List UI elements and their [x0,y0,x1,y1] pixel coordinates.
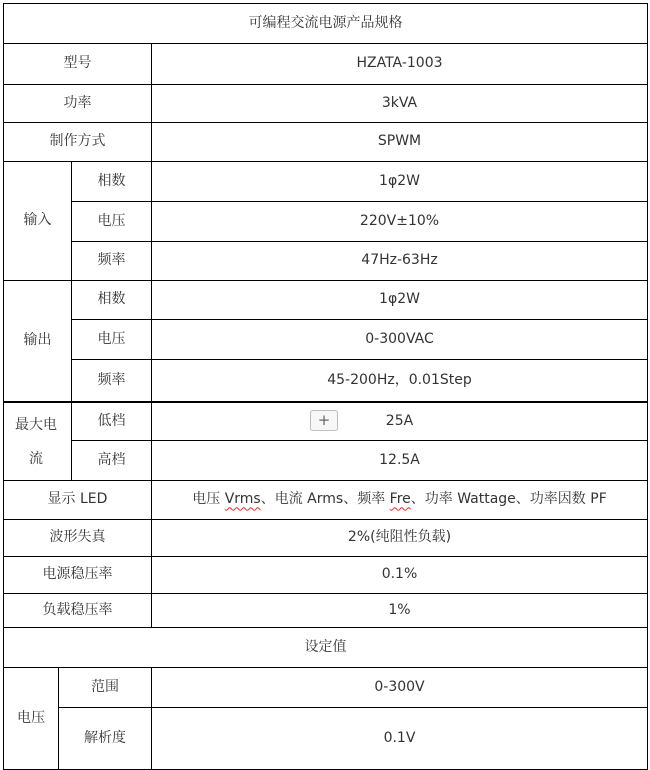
high-range-value: 12.5A [379,451,420,468]
table-border-right [647,3,648,770]
display-value [152,481,647,519]
line-regulation-value: 0.1% [381,566,418,583]
range-label: 范围 [91,678,119,695]
add-row-button[interactable]: + [310,410,338,431]
method-label: 制作方式 [49,133,106,150]
display-label: 显示 LED [47,491,108,508]
power-label: 功率 [63,94,92,111]
model-value: HZATA-1003 [356,55,443,72]
input-frequency-label: 频率 [97,252,126,269]
input-frequency-value: 47Hz-63Hz [361,252,438,269]
model-label: 型号 [63,55,92,72]
output-phase-label: 相数 [97,291,126,308]
resolution-label: 解析度 [84,729,126,746]
output-voltage-value: 0-300VAC [365,330,434,347]
distortion-value: 2%(纯阻性负载) [347,529,452,546]
line-regulation-label: 电源稳压率 [42,566,113,583]
input-phase-label: 相数 [97,172,126,189]
power-value: 3kVA [381,94,418,111]
resolution-value: 0.1V [383,729,416,746]
spellcheck-word: Vrms [224,491,261,508]
input-phase-value: 1φ2W [379,172,420,189]
output-phase-value: 1φ2W [379,291,420,308]
input-group-label: 输入 [23,212,52,229]
high-range-label: 高档 [97,451,126,468]
input-voltage-value: 220V±10% [359,212,440,229]
spellcheck-word: Fre [389,491,411,508]
max-current-label: 最大电流 [15,416,57,467]
table-title: 可编程交流电源产品规格 [248,14,403,31]
distortion-label: 波形失真 [49,529,106,546]
display-text-part: 、电流 Arms、频率 [260,491,390,508]
display-text-part: 电压 [192,491,225,508]
output-frequency-label: 频率 [97,371,126,388]
load-regulation-value: 1% [388,601,411,618]
method-value: SPWM [377,133,422,150]
range-value: 0-300V [374,678,425,695]
output-frequency-value: 45-200Hz，0.01Step [327,371,472,388]
low-range-label: 低档 [97,412,126,429]
settings-voltage-label: 电压 [17,709,45,726]
input-voltage-label: 电压 [97,212,126,229]
low-range-value: 25A [385,412,414,429]
output-voltage-label: 电压 [97,330,126,347]
settings-header: 设定值 [304,638,347,655]
output-group-label: 输出 [23,332,52,349]
load-regulation-label: 负载稳压率 [42,601,113,618]
display-text-part: 、功率 Wattage、功率因数 PF [410,491,607,508]
